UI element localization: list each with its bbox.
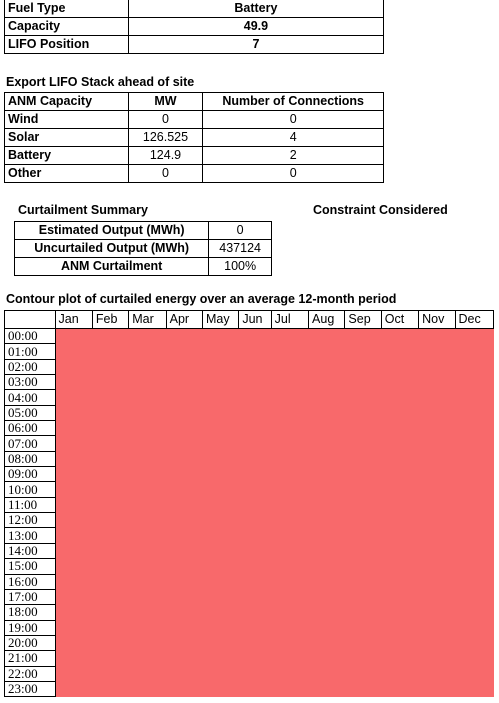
curtailment-table [14,221,272,276]
lifo-mw: 126.525 [128,129,203,147]
site-value-capacity: 49.9 [128,18,383,36]
hour-label: 16:00 [5,574,56,589]
hour-label: 18:00 [5,605,56,620]
contour-fill-area [55,329,493,697]
hour-label: 08:00 [5,451,56,466]
hour-label: 13:00 [5,528,56,543]
curtailment-row-anm [15,258,272,276]
curtailment-value: 437124 [209,240,272,258]
site-label-lifo-position: LIFO Position [5,36,129,54]
lifo-type: Other [5,165,129,183]
site-value-fuel-type: Battery [128,0,383,18]
lifo-type: Battery [5,147,129,165]
curtailment-row-uncurtailed [15,240,272,258]
hour-label: 14:00 [5,543,56,558]
hour-label: 21:00 [5,651,56,666]
lifo-header-mw: MW [128,93,203,111]
contour-grid [4,310,494,697]
hour-label: 09:00 [5,467,56,482]
hour-label: 02:00 [5,359,56,374]
month-header-mar: Mar [129,311,166,329]
hour-label: 23:00 [5,681,56,696]
hour-label: 20:00 [5,635,56,650]
lifo-row-other [5,165,384,183]
hour-label: 03:00 [5,375,56,390]
hour-label: 15:00 [5,559,56,574]
lifo-mw: 0 [128,111,203,129]
hour-label: 11:00 [5,497,56,512]
hour-label: 06:00 [5,421,56,436]
hour-label: 00:00 [5,329,56,344]
hour-label: 17:00 [5,589,56,604]
site-label-fuel-type: Fuel Type [5,0,129,18]
hour-label: 10:00 [5,482,56,497]
lifo-row-solar [5,129,384,147]
site-row-fuel-type [5,0,384,18]
curtailment-label: Uncurtailed Output (MWh) [15,240,209,258]
lifo-connections: 0 [203,165,384,183]
lifo-connections: 2 [203,147,384,165]
grid-corner [5,311,56,329]
month-header-apr: Apr [166,311,202,329]
month-header-jul: Jul [271,311,308,329]
month-header-aug: Aug [309,311,345,329]
lifo-mw: 124.9 [128,147,203,165]
month-header-nov: Nov [419,311,455,329]
lifo-table [4,92,384,183]
contour-grid-body [5,329,494,697]
lifo-row-wind [5,111,384,129]
site-row-lifo-position [5,36,384,54]
lifo-header-connections: Number of Connections [203,93,384,111]
hour-label: 01:00 [5,344,56,359]
month-header-sep: Sep [345,311,381,329]
hour-label: 12:00 [5,513,56,528]
hour-label: 05:00 [5,405,56,420]
month-header-jan: Jan [55,311,92,329]
lifo-header-row [5,93,384,111]
curtailment-value: 100% [209,258,272,276]
month-header-row [5,311,494,329]
constraint-considered-label: Constraint Considered [313,203,448,217]
hour-label: 04:00 [5,390,56,405]
month-header-dec: Dec [455,311,494,329]
month-header-may: May [202,311,238,329]
contour-title: Contour plot of curtailed energy over an average 12-month period [6,292,397,306]
site-info-table [4,0,384,54]
hour-label: 19:00 [5,620,56,635]
lifo-connections: 0 [203,111,384,129]
curtailment-row-estimated [15,222,272,240]
site-label-capacity: Capacity [5,18,129,36]
hour-label: 07:00 [5,436,56,451]
site-row-capacity [5,18,384,36]
lifo-type: Solar [5,129,129,147]
lifo-row-battery [5,147,384,165]
lifo-header-capacity: ANM Capacity [5,93,129,111]
hour-row [5,329,494,344]
hour-label: 22:00 [5,666,56,681]
lifo-connections: 4 [203,129,384,147]
month-header-jun: Jun [239,311,271,329]
curtailment-label: ANM Curtailment [15,258,209,276]
lifo-mw: 0 [128,165,203,183]
month-header-feb: Feb [92,311,128,329]
lifo-type: Wind [5,111,129,129]
lifo-title: Export LIFO Stack ahead of site [6,75,195,89]
curtailment-title: Curtailment Summary [18,203,148,217]
curtailment-value: 0 [209,222,272,240]
site-value-lifo-position: 7 [128,36,383,54]
month-header-oct: Oct [381,311,418,329]
curtailment-label: Estimated Output (MWh) [15,222,209,240]
